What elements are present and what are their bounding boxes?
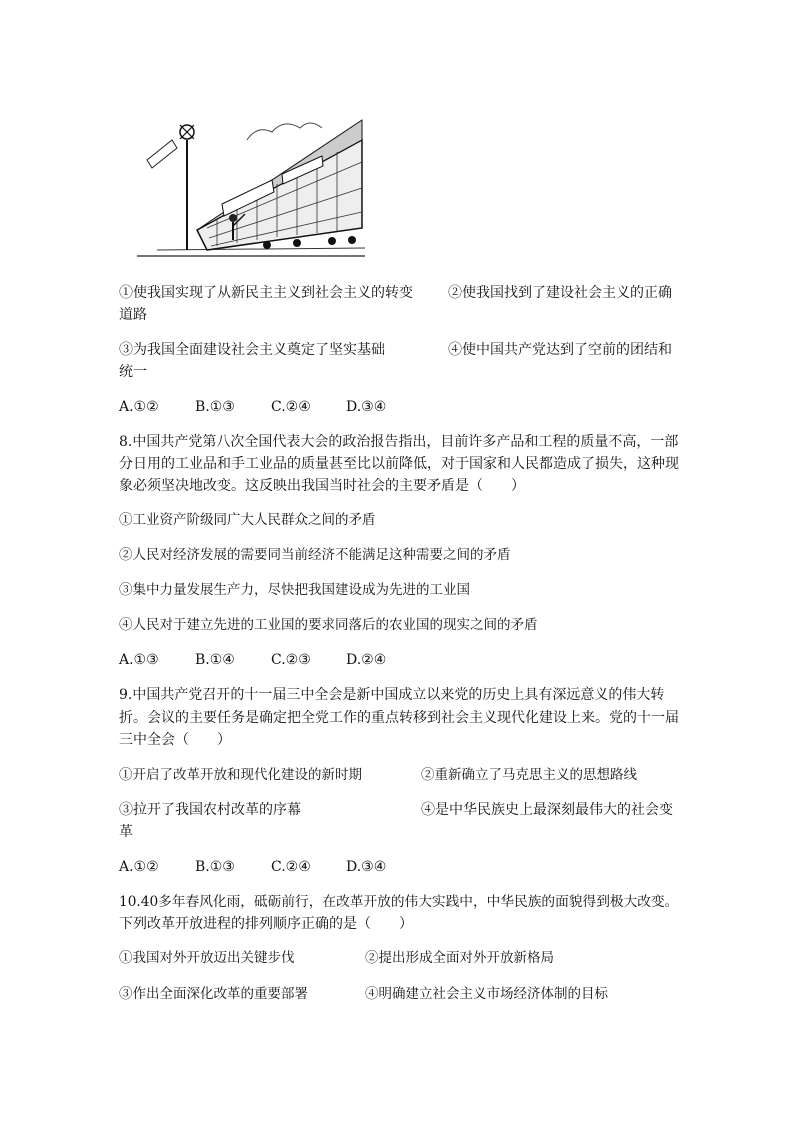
q9-stem-line-3: 三中全会（ ） [119,732,231,748]
q10-stem-line-2: 下列改革开放进程的排列顺序正确的是（ ） [119,916,413,932]
train-illustration [137,100,365,260]
q8-statement-1: ①工业资产阶级同广大人民群众之间的矛盾 [119,512,376,528]
q7-statement-4: ④使中国共产党达到了空前的团结和 [448,342,672,358]
q8-statement-3: ③集中力量发展生产力，尽快把我国建设成为先进的工业国 [119,582,470,598]
q10-statement-3: ③作出全面深化改革的重要部署 [119,986,308,1002]
q9-option-d[interactable]: D.③④ [346,859,387,875]
q8-option-b[interactable]: B.①④ [195,652,235,668]
q7-statement-1: ①使我国实现了从新民主主义到社会主义的转变 [119,285,413,301]
q8-option-c[interactable]: C.②③ [271,652,311,668]
q7-option-b[interactable]: B.①③ [195,399,235,415]
q9-statement-3: ③拉开了我国农村改革的序幕 [119,802,301,818]
q8-statement-2: ②人民对经济发展的需要同当前经济不能满足这种需要之间的矛盾 [119,547,511,563]
q7-statement-2-continued: 道路 [119,307,147,323]
q10-statement-2: ②提出形成全面对外开放新格局 [365,950,554,966]
q7-option-d[interactable]: D.③④ [346,399,387,415]
q8-stem-line-2: 分日用的工业品和手工业品的质量甚至比以前降低，对于国家和人民都造成了损失，这种现 [119,456,679,472]
q9-statement-4-continued: 革 [119,824,133,840]
q7-statement-2: ②使我国找到了建设社会主义的正确 [448,285,672,301]
q9-option-c[interactable]: C.②④ [271,859,311,875]
q10-statement-1: ①我国对外开放迈出关键步伐 [119,950,295,966]
q7-statement-3: ③为我国全面建设社会主义奠定了坚实基础 [119,342,385,358]
q8-option-d[interactable]: D.②④ [346,652,387,668]
q8-stem-line-1: 8.中国共产党第八次全国代表大会的政治报告指出，目前许多产品和工程的质量不高，一部 [119,434,679,450]
q10-stem-line-1: 10.40多年春风化雨，砥砺前行，在改革开放的伟大实践中，中华民族的面貌得到极大改变。 [119,894,679,910]
q9-statement-2: ②重新确立了马克思主义的思想路线 [421,767,637,783]
q8-stem-line-3: 象必须坚决地改变。这反映出我国当时社会的主要矛盾是（ ） [119,478,525,494]
q8-statement-4: ④人民对于建立先进的工业国的要求同落后的农业国的现实之间的矛盾 [119,617,538,633]
q9-option-b[interactable]: B.①③ [195,859,235,875]
q9-option-a[interactable]: A.①② [119,859,159,875]
q8-option-a[interactable]: A.①③ [119,652,159,668]
train-sketch-image [137,100,365,260]
q9-statement-4: ④是中华民族史上最深刻最伟大的社会变 [421,802,673,818]
q9-stem-line-1: 9.中国共产党召开的十一届三中全会是新中国成立以来党的历史上具有深远意义的伟大转 [119,687,665,703]
q10-statement-4: ④明确建立社会主义市场经济体制的目标 [365,986,608,1002]
q7-option-c[interactable]: C.②④ [271,399,311,415]
q7-statement-4-continued: 统一 [119,364,147,380]
q9-statement-1: ①开启了改革开放和现代化建设的新时期 [119,767,362,783]
q9-stem-line-2: 折。会议的主要任务是确定把全党工作的重点转移到社会主义现代化建设上来。党的十一届 [119,710,679,726]
q7-option-a[interactable]: A.①② [119,399,159,415]
